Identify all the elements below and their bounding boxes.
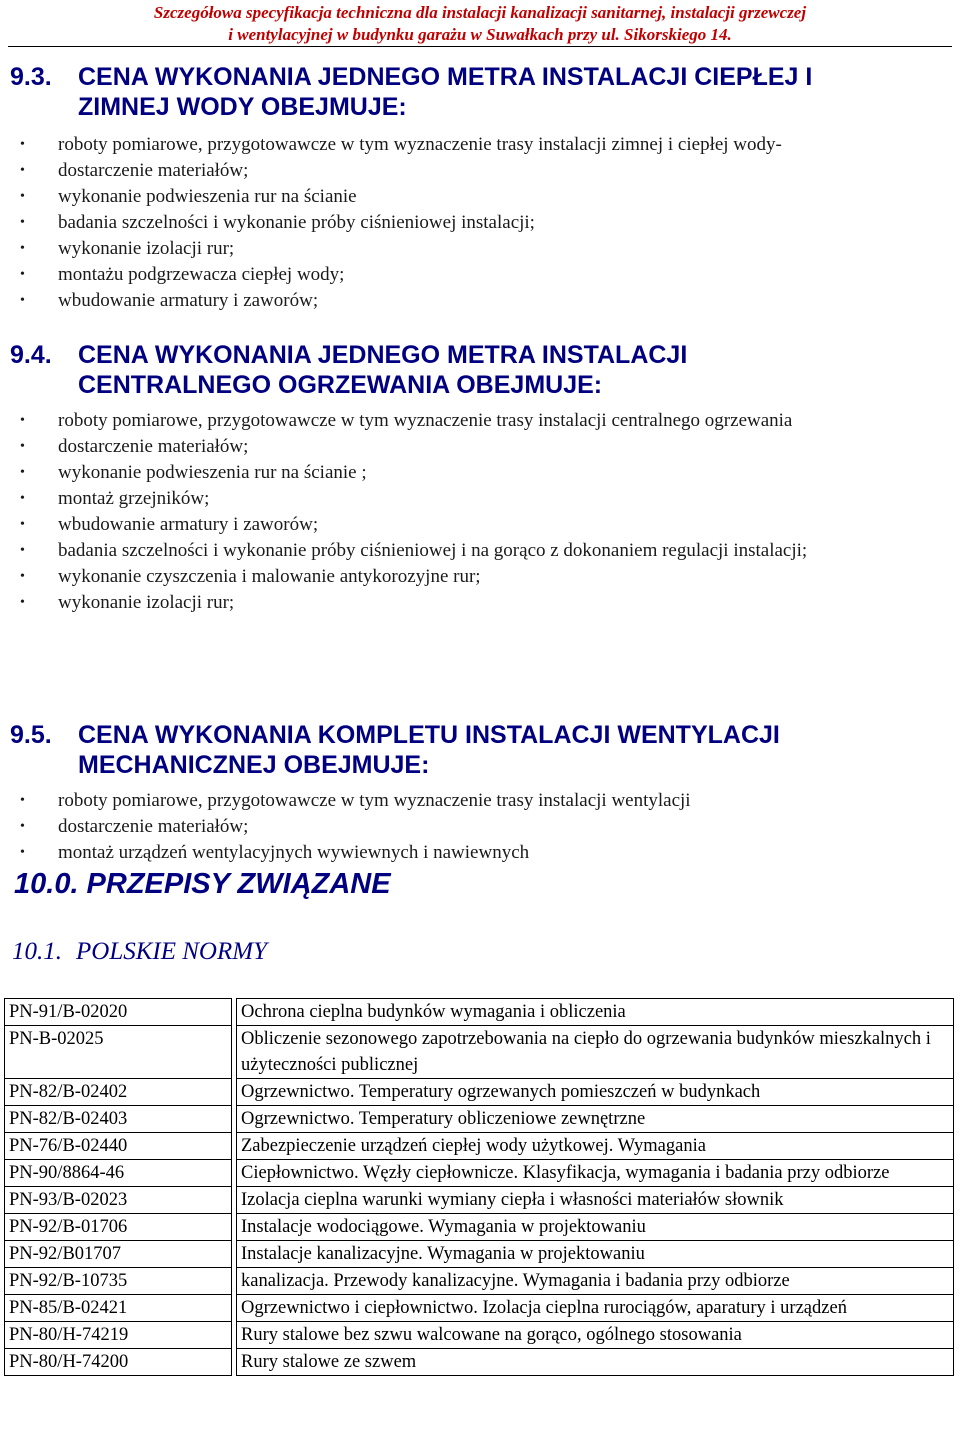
header-line-2: i wentylacyjnej w budynku garażu w Suwałkach przy ul. Sikorskiego 14. xyxy=(228,25,732,44)
norm-description: Izolacja cieplna warunki wymiany ciepła i własności materiałów słownik xyxy=(237,1187,954,1214)
norm-description: kanalizacja. Przewody kanalizacyjne. Wymagania i badania przy odbiorze xyxy=(237,1268,954,1295)
table-row xyxy=(5,1160,954,1187)
subsection-heading xyxy=(12,936,267,968)
norm-code: PN-92/B-10735 xyxy=(5,1268,232,1295)
header-line-1: Szczegółowa specyfikacja techniczna dla instalacji kanalizacji sanitarnej, instalacji grzewczej xyxy=(153,3,807,22)
list-item: • wykonanie izolacji rur; xyxy=(20,238,235,259)
list-item: • roboty pomiarowe, przygotowawcze w tym wyznaczenie trasy instalacji wentylacji xyxy=(20,790,691,811)
table-row xyxy=(5,1079,954,1106)
section-title-line-2: MECHANICZNEJ OBEJMUJE: xyxy=(78,751,430,779)
section-number: 9.3. xyxy=(10,63,52,91)
norm-description: Obliczenie sezonowego zapotrzebowania na ciepło do ogrzewania budynków mieszkalnych i użyteczności publicznej xyxy=(237,1026,954,1079)
section-title-line-2: CENTRALNEGO OGRZEWANIA OBEJMUJE: xyxy=(78,371,603,399)
norm-description: Rury stalowe ze szwem xyxy=(237,1349,954,1376)
list-item: • roboty pomiarowe, przygotowawcze w tym wyznaczenie trasy instalacji zimnej i ciepłej wody- xyxy=(20,134,782,155)
norm-description: Ogrzewnictwo. Temperatury ogrzewanych pomieszczeń w budynkach xyxy=(237,1079,954,1106)
table-row xyxy=(5,1026,954,1079)
list-item: • dostarczenie materiałów; xyxy=(20,816,249,837)
norm-code: PN-82/B-02402 xyxy=(5,1079,232,1106)
norm-code: PN-85/B-02421 xyxy=(5,1295,232,1322)
norm-description: Instalacje wodociągowe. Wymagania w projektowaniu xyxy=(237,1214,954,1241)
subsection-number: 10.1. xyxy=(12,938,62,965)
section-title-line-1: CENA WYKONANIA KOMPLETU INSTALACJI WENTYLACJI xyxy=(78,721,780,749)
list-item: • wykonanie podwieszenia rur na ścianie xyxy=(20,186,357,207)
table-row xyxy=(5,1322,954,1349)
list-item: • wykonanie podwieszenia rur na ścianie ; xyxy=(20,462,367,483)
section-9-5-list xyxy=(0,788,935,866)
norm-code: PN-80/H-74200 xyxy=(5,1349,232,1376)
list-item: • dostarczenie materiałów; xyxy=(20,436,249,457)
document-header xyxy=(10,2,950,46)
table-row xyxy=(5,1214,954,1241)
norm-code: PN-92/B01707 xyxy=(5,1241,232,1268)
table-row xyxy=(5,1241,954,1268)
section-number: 9.4. xyxy=(10,341,52,369)
norm-description: Ciepłownictwo. Węzły ciepłownicze. Klasyfikacja, wymagania i badania przy odbiorze xyxy=(237,1160,954,1187)
table-row xyxy=(5,1133,954,1160)
section-9-5-title xyxy=(10,720,950,780)
norms-table xyxy=(4,998,954,1376)
list-item: • wbudowanie armatury i zaworów; xyxy=(20,290,319,311)
norm-code: PN-90/8864-46 xyxy=(5,1160,232,1187)
list-item: • wykonanie czyszczenia i malowanie antykorozyjne rur; xyxy=(20,566,481,587)
subsection-title: POLSKIE NORMY xyxy=(76,938,267,965)
table-row xyxy=(5,1268,954,1295)
section-9-3-list xyxy=(0,132,935,314)
table-row xyxy=(5,1106,954,1133)
norm-code: PN-92/B-01706 xyxy=(5,1214,232,1241)
section-title-line-1: CENA WYKONANIA JEDNEGO METRA INSTALACJI xyxy=(78,341,688,369)
table-row xyxy=(5,1187,954,1214)
table-row xyxy=(5,1295,954,1322)
norm-code: PN-80/H-74219 xyxy=(5,1322,232,1349)
list-item: • montaż grzejników; xyxy=(20,488,210,509)
norm-description: Ogrzewnictwo i ciepłownictwo. Izolacja cieplna rurociągów, aparatury i urządzeń xyxy=(237,1295,954,1322)
list-item: • roboty pomiarowe, przygotowawcze w tym wyznaczenie trasy instalacji centralnego ogrzewania xyxy=(20,410,793,431)
norm-code: PN-B-02025 xyxy=(5,1026,232,1079)
section-9-3-title xyxy=(10,62,950,122)
norm-description: Rury stalowe bez szwu walcowane na gorąco, ogólnego stosowania xyxy=(237,1322,954,1349)
norm-description: Ochrona cieplna budynków wymagania i obliczenia xyxy=(237,999,954,1026)
section-number: 9.5. xyxy=(10,721,52,749)
section-9-4-list xyxy=(0,408,935,616)
table-row xyxy=(5,999,954,1026)
list-item: • montażu podgrzewacza ciepłej wody; xyxy=(20,264,345,285)
norm-code: PN-91/B-02020 xyxy=(5,999,232,1026)
norm-code: PN-76/B-02440 xyxy=(5,1133,232,1160)
list-item: • wbudowanie armatury i zaworów; xyxy=(20,514,319,535)
list-item: • wykonanie izolacji rur; xyxy=(20,592,235,613)
norm-description: Ogrzewnictwo. Temperatury obliczeniowe zewnętrzne xyxy=(237,1106,954,1133)
list-item: • montaż urządzeń wentylacyjnych wywiewnych i nawiewnych xyxy=(20,842,530,863)
chapter-heading: 10.0. PRZEPISY ZWIĄZANE xyxy=(14,868,391,900)
section-title-line-1: CENA WYKONANIA JEDNEGO METRA INSTALACJI CIEPŁEJ I xyxy=(78,63,813,91)
norm-code: PN-82/B-02403 xyxy=(5,1106,232,1133)
list-item: • badania szczelności i wykonanie próby ciśnieniowej i na gorąco z dokonaniem regulacji instalacji; xyxy=(20,540,808,561)
norm-description: Instalacje kanalizacyjne. Wymagania w projektowaniu xyxy=(237,1241,954,1268)
norm-description: Zabezpieczenie urządzeń ciepłej wody użytkowej. Wymagania xyxy=(237,1133,954,1160)
table-row xyxy=(5,1349,954,1376)
header-divider xyxy=(8,46,952,47)
norm-code: PN-93/B-02023 xyxy=(5,1187,232,1214)
list-item: • dostarczenie materiałów; xyxy=(20,160,249,181)
section-title-line-2: ZIMNEJ WODY OBEJMUJE: xyxy=(78,93,407,121)
section-9-4-title xyxy=(10,340,950,400)
list-item: • badania szczelności i wykonanie próby ciśnieniowej instalacji; xyxy=(20,212,535,233)
